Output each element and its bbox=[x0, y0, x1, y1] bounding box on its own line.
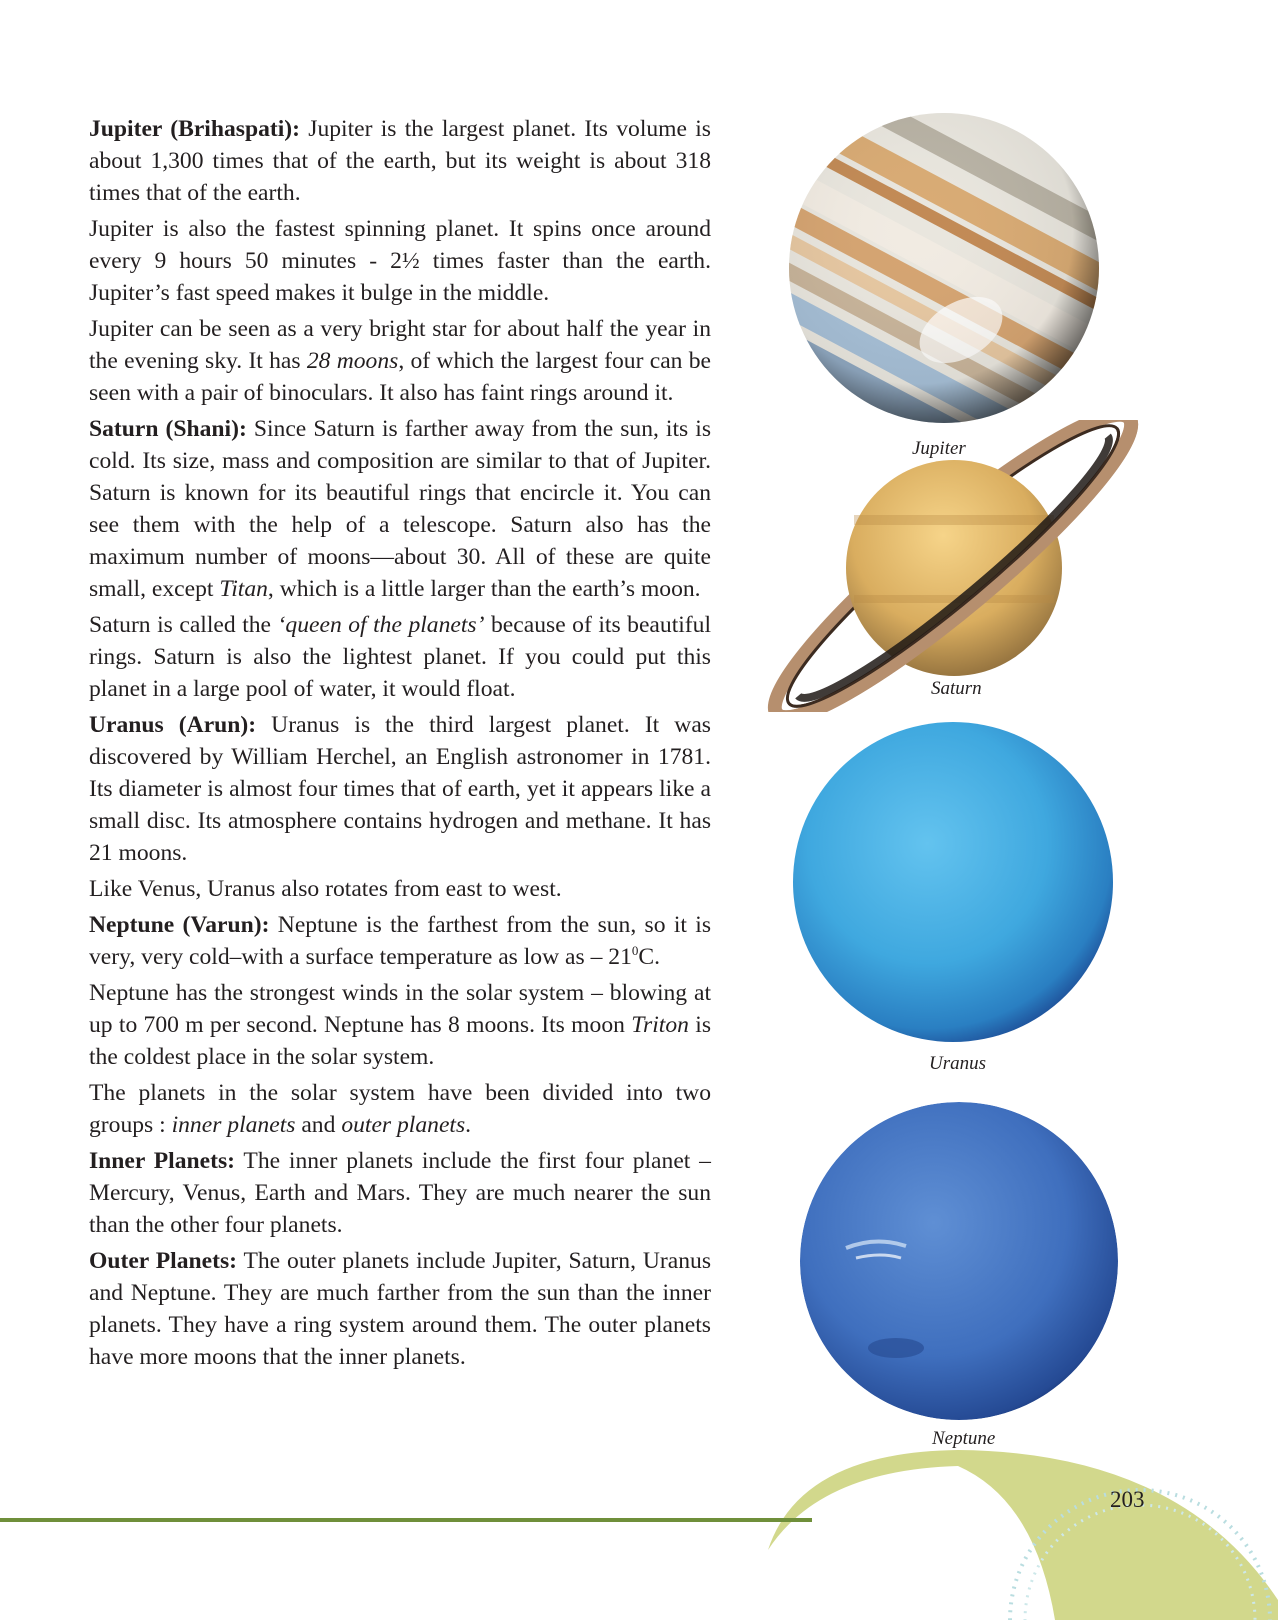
para-groups: The planets in the solar system have been divided into two groups : inner planets and outer planets. bbox=[89, 1080, 711, 1138]
heading-jupiter: Jupiter (Brihaspati): bbox=[89, 116, 300, 142]
para-saturn-2: Saturn is called the ‘queen of the planets’ because of its beautiful rings. Saturn is also the lightest planet. If you could put this planet in a large pool of water, it would float. bbox=[89, 612, 712, 702]
heading-inner-planets: Inner Planets: bbox=[89, 1148, 236, 1174]
neptune-image bbox=[796, 1098, 1122, 1424]
para-jupiter-1: Jupiter (Brihaspati): Jupiter is the largest planet. Its volume is about 1,300 times that of the earth, but its weight is about 318 times that of the earth. bbox=[89, 116, 711, 206]
bottom-rule bbox=[0, 1518, 812, 1522]
green-arc-shape bbox=[768, 1450, 1278, 1620]
caption-jupiter: Jupiter bbox=[912, 438, 966, 459]
saturn-image bbox=[754, 420, 1152, 712]
para-uranus-2: Like Venus, Uranus also rotates from east to west. bbox=[89, 876, 562, 902]
jupiter-image bbox=[786, 110, 1102, 426]
para-neptune-2: Neptune has the strongest winds in the solar system – blowing at up to 700 m per second. Neptune has 8 moons. Its moon Triton is the coldest place in the solar system. bbox=[89, 980, 711, 1070]
heading-neptune: Neptune (Varun): bbox=[89, 912, 270, 938]
para-jupiter-2: Jupiter is also the fastest spinning planet. It spins once around every 9 hours 50 minutes - 2½ times faster than the earth. Jupiter’s fast speed makes it bulge in the middle. bbox=[89, 216, 711, 306]
heading-uranus: Uranus (Arun): bbox=[89, 712, 257, 738]
heading-saturn: Saturn (Shani): bbox=[89, 416, 247, 442]
para-neptune-1: Neptune (Varun): Neptune is the farthest from the sun, so it is very, very cold–with a surface temperature as low as – $21^0C$. bbox=[89, 912, 711, 970]
uranus-image bbox=[790, 720, 1120, 1050]
heading-outer-planets: Outer Planets: bbox=[89, 1248, 237, 1274]
para-saturn-1: Saturn (Shani): Since Saturn is farther away from the sun, its is cold. Its size, mass and composition are similar to that of Jupiter. Saturn is known for its beautiful rings that encircle it. You can see them with the help of a telescope. Saturn also has the maximum number of moons—about 30. All of these are quite small, except Titan, which is a little larger than the earth’s moon. bbox=[89, 416, 711, 602]
caption-uranus: Uranus bbox=[929, 1053, 987, 1074]
para-outer-planets: Outer Planets: The outer planets include Jupiter, Saturn, Uranus and Neptune. They are much farther from the sun than the inner planets. They have a ring system around them. The outer planets have more moons that the inner planets. bbox=[89, 1248, 711, 1370]
para-uranus-1: Uranus (Arun): Uranus is the third largest planet. It was discovered by William Herchel, an English astronomer in 1781. Its diameter is almost four times that of earth, yet it appears like a small disc. Its atmosphere contains hydrogen and methane. It has 21 moons. bbox=[89, 712, 711, 866]
page-number: 203 bbox=[1110, 1487, 1145, 1512]
para-jupiter-3: Jupiter can be seen as a very bright star for about half the year in the evening sky. It has 28 moons, of which the largest four can be seen with a pair of binoculars. It also has faint rings around it. bbox=[89, 316, 711, 406]
caption-neptune: Neptune bbox=[932, 1428, 996, 1449]
caption-saturn: Saturn bbox=[931, 678, 982, 699]
para-inner-planets: Inner Planets: The inner planets include the first four planet – Mercury, Venus, Earth and Mars. They are much nearer the sun than the other four planets. bbox=[89, 1148, 711, 1238]
main-text bbox=[89, 113, 711, 1377]
saturn-body bbox=[846, 460, 1062, 676]
